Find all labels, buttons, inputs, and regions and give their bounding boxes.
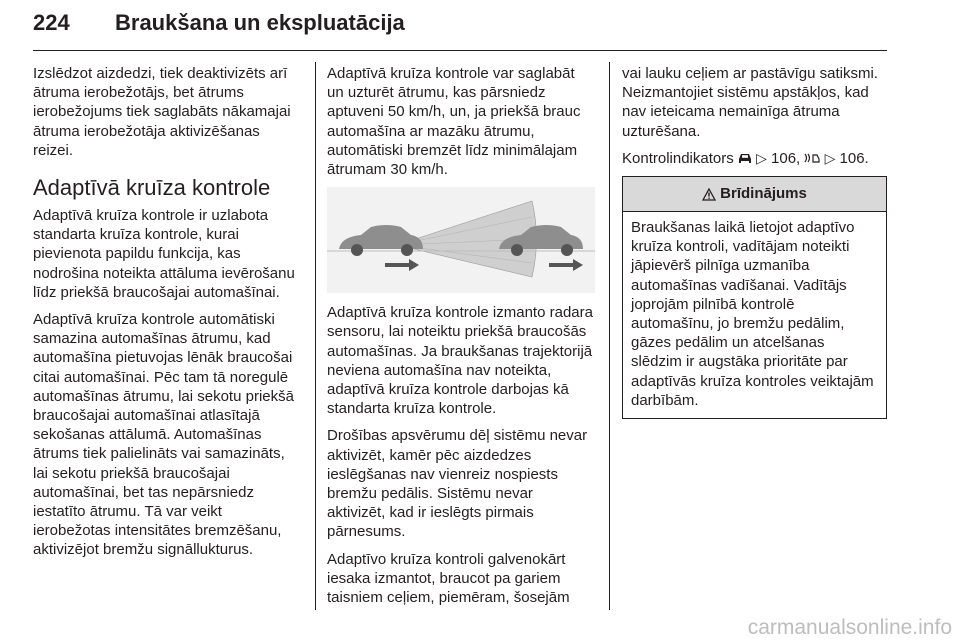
radar-car-icon bbox=[804, 152, 820, 164]
column-divider bbox=[315, 62, 316, 610]
page-number: 224 bbox=[33, 10, 70, 35]
warning-triangle-icon bbox=[702, 188, 716, 201]
paragraph: Adaptīvā kruīza kontrole var saglabāt un uzturēt ātrumu, kas pārsniedz aptuveni 50 km/h, un, ja priekšā brauc automašīna ar mazāku ātrumu, automātiski bremzēt līdz minimālajam ātrumam 30 km/h. bbox=[327, 65, 581, 179]
indicator-label: Kontrolindikators bbox=[622, 149, 734, 167]
column-1 bbox=[33, 64, 301, 568]
paragraph: Adaptīvā kruīza kontrole izmanto radara sensoru, lai noteiktu priekšā braucošās automašīnas. Ja braukšanas trajektorijā neviena automašīna nav noteikta, adaptīvā kruīza kontrole darbojas kā standarta kruīza kontrole. bbox=[327, 304, 593, 418]
page-header bbox=[33, 6, 887, 50]
acc-illustration bbox=[327, 187, 595, 293]
paragraph: Adaptīvā kruīza kontrole ir uzlabota standarta kruīza kontrole, kurai pievienota papildu funkcija, kas nodrošina noteikta attāluma ievērošanu līdz priekšā braucošajai automašīnai. bbox=[33, 207, 295, 301]
warning-title: Brīdinājums bbox=[720, 185, 807, 203]
page-ref-icon: ▷ bbox=[824, 149, 836, 166]
indicator-line bbox=[622, 149, 887, 168]
header-rule bbox=[33, 50, 887, 51]
page-ref[interactable]: 106. bbox=[839, 149, 869, 167]
paragraph: Adaptīvo kruīza kontroli galvenokārt iesaka izmantot, braucot pa gariem taisniem ceļiem, piemēram, šosejām bbox=[327, 550, 570, 607]
page-ref-icon: ▷ bbox=[756, 149, 767, 166]
column-2 bbox=[327, 64, 595, 615]
section-title: Adaptīvā kruīza kontrole bbox=[33, 175, 271, 201]
warning-box bbox=[622, 176, 887, 419]
intro-paragraph: Izslēdzot aizdedzi, tiek deaktivizēts arī ātruma ierobežotājs, bet ātrums ierobežojums tiek saglabāts nākamajai ātruma ierobežotāja aktivizēšanas reizei. bbox=[33, 65, 291, 159]
chapter-title: Braukšana un ekspluatācija bbox=[115, 10, 405, 35]
paragraph: vai lauku ceļiem ar pastāvīgu satiksmi. Neizmantojiet sistēmu apstākļos, kad nav ieteicama nemainīga ātruma uzturēšana. bbox=[622, 65, 878, 140]
column-3 bbox=[622, 64, 887, 419]
paragraph: Adaptīvā kruīza kontrole automātiski samazina automašīnas ātrumu, kad automašīna pietuvojas lēnāk braucošai citai automašīnai. Pēc tam tā noregulē automašīnas ātrumu, lai sekotu priekšā braucošajai automašīnai atlasītajā sekošanas attālumā. Automašīnas ātrums tiek palielināts vai samazināts, lai sekotu priekšā braucošajai automašīnai, bet tas nepārsniedz iestatīto ātrumu. Tā var veikt ierobežotas intensitātes bremzēšanu, aktivizējot bremžu signāllukturus. bbox=[33, 311, 294, 559]
watermark: carmanualsonline.info bbox=[747, 616, 952, 639]
paragraph: Drošības apsvērumu dēļ sistēmu nevar aktivizēt, kamēr pēc aizdedzes ieslēgšanas nav vienreiz nospiests bremžu pedālis. Sistēmu nevar aktivizēt, kad ir ieslēgts pirmais pārnesums. bbox=[327, 427, 588, 541]
page-ref[interactable]: 106, bbox=[771, 149, 801, 167]
column-divider bbox=[609, 62, 610, 610]
radar-car-icon bbox=[327, 187, 595, 293]
warning-header bbox=[623, 177, 886, 212]
warning-text: Braukšanas laikā lietojot adaptīvo kruīza kontroli, vadītājam noteikti jāpievērš pilnīga uzmanība automašīnas vadīšanai. Vadītājs joprojām pilnībā kontrolē automašīnu, jo bremžu pedālim, gāzes pedālim un atcelšanas slēdzim ir augstāka prioritāte par adaptīvās kruīza kontroles veiktajām darbībām. bbox=[631, 219, 874, 409]
car-front-icon bbox=[738, 152, 752, 164]
